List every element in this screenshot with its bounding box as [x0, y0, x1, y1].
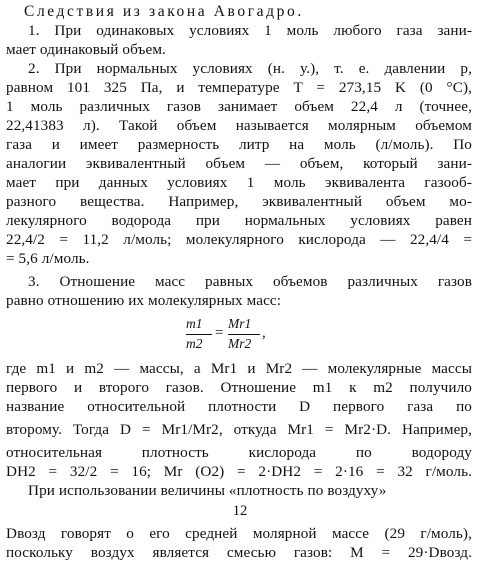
fraction-bar: [186, 334, 212, 335]
text-line: 22,4/2 = 11,2 л/моль; молекулярного кислорода — 22,4/4 =: [6, 231, 472, 248]
text-line: мает при данных условиях 1 моль эквивалента газооб-: [6, 174, 472, 191]
section-heading: Следствия из закона Авогадро.: [24, 3, 304, 20]
text-line: 3. Отношение масс равных объемов различных газов: [28, 273, 472, 290]
text-line: второму. Тогда D = Mr1/Mr2, откуда Mr1 = Mr2·D. Например,: [6, 421, 472, 438]
text-line: первого и второго газов. Отношение m1 к m2 получило: [6, 379, 472, 396]
text-line: газа и имеет размерность литр на моль (л/моль). По: [6, 136, 472, 153]
text-line: относительная плотность кислорода по водороду: [6, 444, 472, 461]
text-line: 1 моль различных газов занимает объем 22,4 л (точнее,: [6, 98, 472, 115]
formula-numerator-right: Mr1: [228, 316, 252, 331]
text-line: равном 101 325 Па, и температуре T = 273,15 K (0 °C),: [6, 79, 472, 96]
text-line: = 5,6 л/моль.: [6, 250, 90, 267]
comma: ,: [262, 325, 266, 341]
text-line: мает одинаковый объем.: [6, 41, 166, 58]
text-line: равно отношению их молекулярных масс:: [6, 292, 282, 309]
text-line: разного вещества. Например, эквивалентный объем мо-: [6, 193, 472, 210]
text-line: 2. При нормальных условиях (н. у.), т. е. давлении p,: [28, 60, 472, 77]
text-line: поскольку воздух является смесью газов: M = 29·Dвозд.: [6, 544, 472, 561]
text-line: 1. При одинаковых условиях 1 моль любого газа зани-: [28, 22, 472, 39]
mass-ratio-formula: [186, 316, 306, 356]
fraction-bar: [228, 334, 260, 335]
formula-numerator-left: m1: [186, 316, 203, 331]
text-line: DH2 = 32/2 = 16; Mr (O2) = 2·DH2 = 2·16 = 32 г/моль.: [6, 463, 472, 480]
text-line: лекулярного водорода при нормальных условиях равен: [6, 212, 472, 229]
formula-denominator-left: m2: [186, 336, 203, 351]
text-line: 22,41383 л). Такой объем называется молярным объемом: [6, 117, 472, 134]
text-line: Dвозд говорят о его средней молярной массе (29 г/моль),: [6, 525, 472, 542]
text-line: название относительной плотности D первого газа по: [6, 398, 472, 415]
text-line: где m1 и m2 — массы, а Mr1 и Mr2 — молекулярные массы: [6, 360, 472, 377]
equals-sign: =: [215, 325, 224, 341]
text-line: При использовании величины «плотность по воздуху»: [28, 482, 387, 499]
text-line: аналогии эквивалентный объем — объем, который зани-: [6, 155, 472, 172]
formula-denominator-right: Mr2: [228, 336, 252, 351]
page-number: 12: [232, 503, 248, 519]
